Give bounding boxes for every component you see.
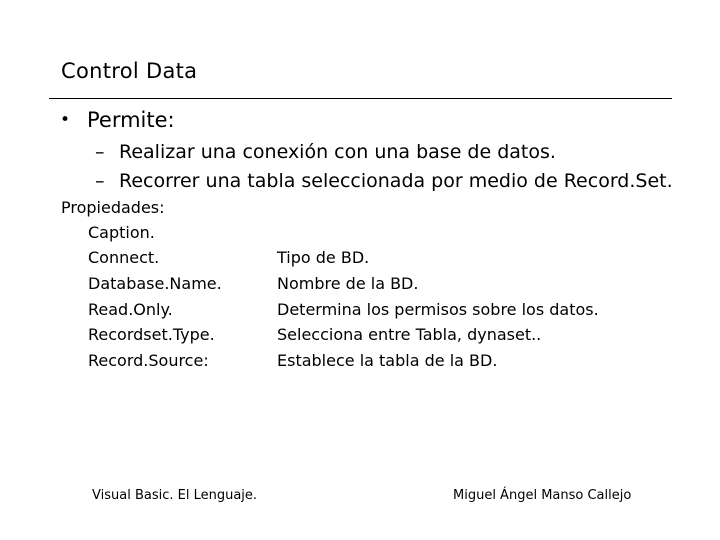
property-description-record-source: Establece la tabla de la BD. bbox=[277, 351, 498, 370]
property-name-database-name: Database.Name. bbox=[88, 274, 222, 293]
title-divider bbox=[49, 98, 672, 99]
property-name-caption: Caption. bbox=[88, 223, 155, 242]
slide-title: Control Data bbox=[61, 59, 198, 83]
dash-icon: – bbox=[95, 170, 105, 192]
property-name-read-only: Read.Only. bbox=[88, 300, 173, 319]
bullet-icon: • bbox=[60, 110, 71, 130]
property-description-read-only: Determina los permisos sobre los datos. bbox=[277, 300, 599, 319]
sub-item-traverse bbox=[95, 170, 673, 192]
footer-course-title: Visual Basic. El Lenguaje. bbox=[92, 488, 258, 503]
property-description-database-name: Nombre de la BD. bbox=[277, 274, 419, 293]
sub-item-connection bbox=[95, 141, 556, 163]
sub-item-text: Realizar una conexión con una base de datos. bbox=[119, 141, 556, 163]
property-name-connect: Connect. bbox=[88, 248, 160, 267]
bullet-item bbox=[60, 108, 175, 132]
bullet-text: Permite: bbox=[87, 108, 175, 132]
property-description-recordset-type: Selecciona entre Tabla, dynaset.. bbox=[277, 325, 542, 344]
sub-item-text: Recorrer una tabla seleccionada por medio de Record.Set. bbox=[119, 170, 673, 192]
dash-icon: – bbox=[95, 141, 105, 163]
properties-heading: Propiedades: bbox=[61, 198, 165, 217]
property-description-connect: Tipo de BD. bbox=[277, 248, 370, 267]
footer-author: Miguel Ángel Manso Callejo bbox=[453, 488, 632, 503]
property-name-recordset-type: Recordset.Type. bbox=[88, 325, 215, 344]
property-name-record-source: Record.Source: bbox=[88, 351, 209, 370]
